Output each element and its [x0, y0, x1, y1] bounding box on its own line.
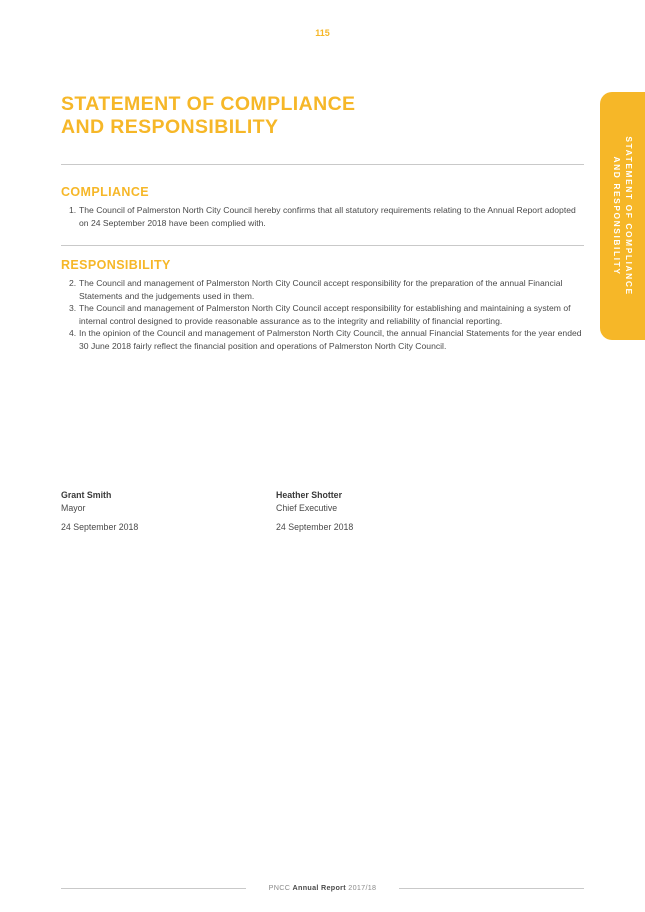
list-item-text: The Council of Palmerston North City Council hereby confirms that all statutory requirements relating to the Annual Report adopted on 24 September 2018 have been complied with. — [79, 205, 576, 228]
list-item — [61, 277, 586, 302]
section-side-tab — [600, 92, 645, 340]
footer-year: 2017/18 — [348, 883, 377, 892]
side-tab-label — [611, 136, 635, 295]
signatory-role: Mayor — [61, 503, 86, 513]
signatory-date: 24 September 2018 — [276, 522, 354, 532]
list-item — [61, 204, 586, 229]
side-tab-line-1: STATEMENT OF COMPLIANCE — [623, 136, 634, 296]
footer — [0, 883, 645, 892]
list-item-text: The Council and management of Palmerston North City Council accept responsibility for the preparation of the annual Financial Statements and the judgements used in them. — [79, 278, 563, 301]
list-item — [61, 327, 586, 352]
list-item — [61, 302, 586, 327]
page-number: 115 — [315, 28, 330, 38]
list-item-number: 1. — [69, 205, 77, 215]
compliance-list — [61, 204, 586, 229]
page-title-line-2: AND RESPONSIBILITY — [61, 116, 279, 138]
side-tab-line-2: AND RESPONSIBILITY — [611, 156, 622, 276]
list-item-number: 4. — [69, 328, 77, 339]
list-item-text: In the opinion of the Council and management of Palmerston North City Council, the annual Financial Statements for the year ended 30 June 2018 fairly reflect the financial position and operations of Palmerston North City Council. — [79, 328, 582, 351]
footer-org: PNCC — [268, 883, 291, 892]
signatory-name: Grant Smith — [61, 490, 112, 500]
responsibility-heading: RESPONSIBILITY — [61, 258, 171, 272]
signatory-mayor — [61, 489, 138, 534]
footer-report: Annual Report — [292, 883, 346, 892]
responsibility-list — [61, 277, 586, 353]
signatory-name: Heather Shotter — [276, 490, 342, 500]
page-title — [61, 93, 355, 139]
divider — [61, 164, 584, 165]
page-title-line-1: STATEMENT OF COMPLIANCE — [61, 93, 356, 115]
signatory-chief-executive — [276, 489, 353, 534]
list-item-number: 3. — [69, 303, 77, 314]
signatory-role: Chief Executive — [276, 503, 338, 513]
signatory-date: 24 September 2018 — [61, 522, 139, 532]
compliance-heading: COMPLIANCE — [61, 185, 150, 199]
list-item-text: The Council and management of Palmerston North City Council accept responsibility for establishing and maintaining a system of internal control designed to provide reasonable assurance as to the integrity and reliability of financial reporting. — [79, 303, 571, 326]
divider — [61, 245, 584, 246]
list-item-number: 2. — [69, 278, 77, 288]
